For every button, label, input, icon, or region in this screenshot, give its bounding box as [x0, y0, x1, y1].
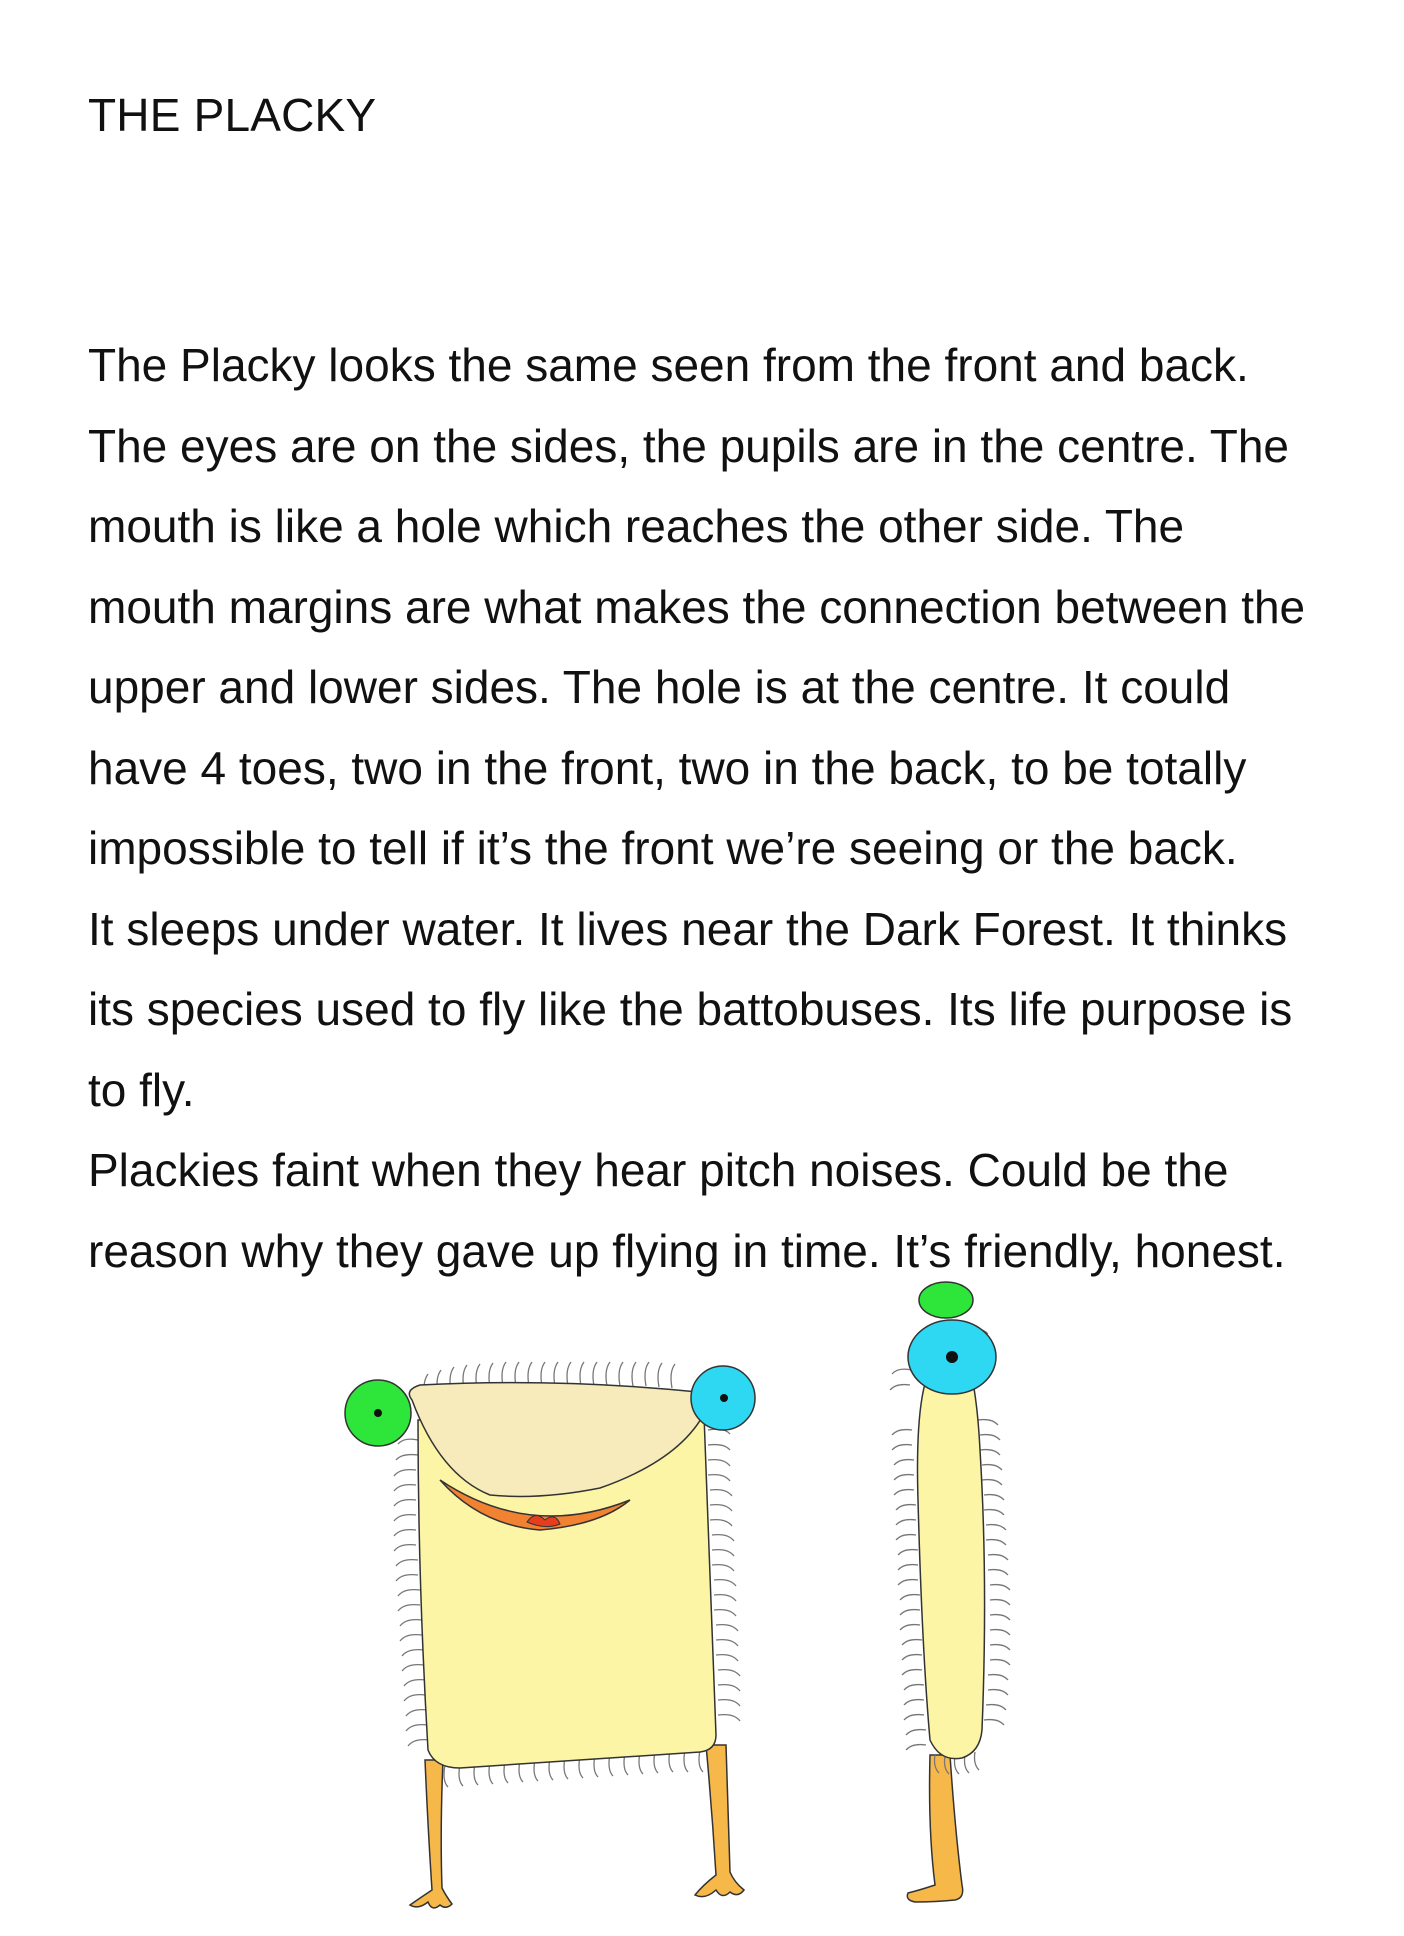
text-line: to fly. [88, 1063, 195, 1116]
text-line: The eyes are on the sides, the pupils are in the centre. The [88, 419, 1289, 472]
placky-side-view [890, 1282, 1010, 1902]
front-green-pupil [374, 1409, 382, 1417]
front-cyan-pupil [720, 1394, 728, 1402]
front-right-leg [695, 1745, 744, 1897]
page-title: THE PLACKY [88, 89, 377, 141]
text-line: reason why they gave up flying in time. It’s friendly, honest. [88, 1224, 1286, 1277]
placky-drawing [0, 1270, 1404, 1936]
text-line: mouth margins are what makes the connection between the [88, 580, 1306, 633]
text-line: The Placky looks the same seen from the front and back. [88, 339, 1249, 391]
description-text [88, 325, 1378, 1291]
side-leg [907, 1755, 962, 1902]
text-line: Plackies faint when they hear pitch noises. Could be the [88, 1144, 1229, 1196]
side-green-eye [919, 1282, 973, 1318]
text-line: mouth is like a hole which reaches the other side. The [88, 500, 1185, 552]
text-line: impossible to tell if it’s the front we’re seeing or the back. [88, 822, 1238, 874]
text-line: It sleeps under water. It lives near the Dark Forest. It thinks [88, 902, 1288, 955]
text-line: upper and lower sides. The hole is at the centre. It could [88, 661, 1231, 713]
side-cyan-pupil [946, 1351, 958, 1363]
text-line: have 4 toes, two in the front, two in the back, to be totally [88, 741, 1247, 794]
placky-front-view [345, 1362, 755, 1908]
text-line: its species used to fly like the battobuses. Its life purpose is [88, 983, 1293, 1035]
placky-illustration [0, 1270, 1404, 1936]
side-body [918, 1339, 985, 1758]
